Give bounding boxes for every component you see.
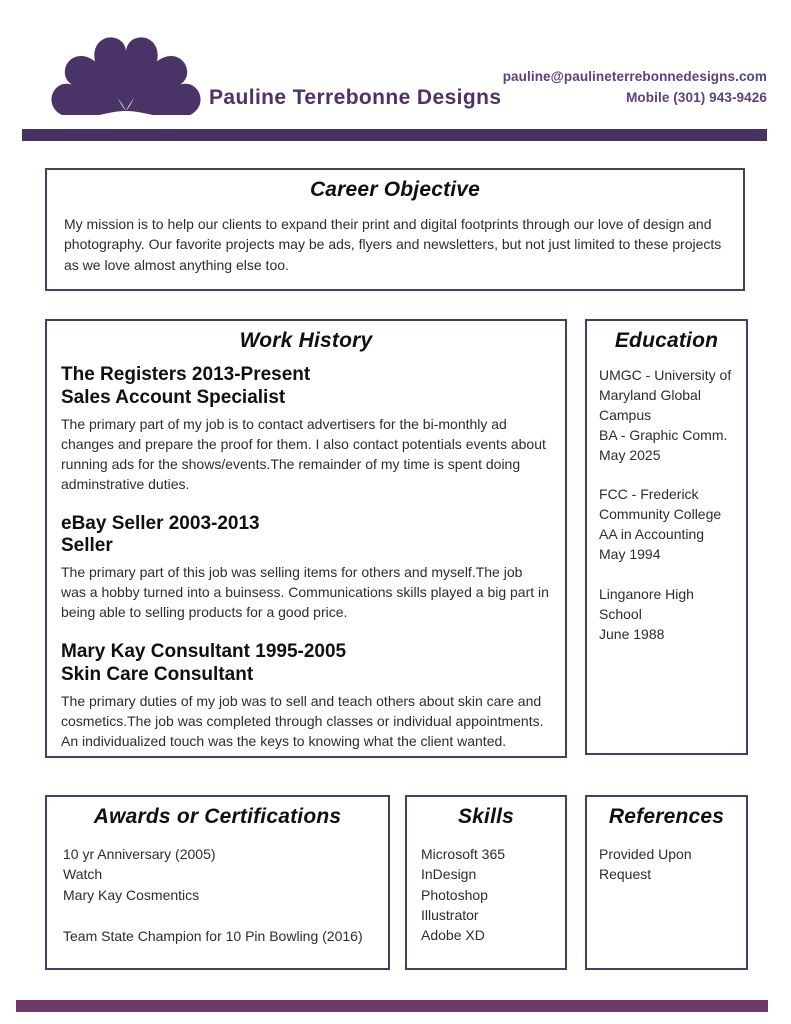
skill-item: Adobe XD xyxy=(421,927,485,944)
career-objective-text: My mission is to help our clients to expand their print and digital footprints through our love of design and photography. Our favorite projects may be ads, flyers and newsletters, but not just limited to these projects as we love almost anything else too. xyxy=(64,216,722,273)
awards-content xyxy=(63,844,372,946)
award-line: 10 yr Anniversary (2005) xyxy=(63,846,216,862)
hearts-logo-icon xyxy=(42,29,210,115)
references-section xyxy=(585,795,748,970)
education-school: UMGC - University of Maryland Global Campus xyxy=(599,367,732,423)
work-history-section xyxy=(45,319,567,758)
job-role: Skin Care Consultant xyxy=(61,664,254,686)
work-history-content xyxy=(61,364,551,751)
job-entry xyxy=(61,513,551,623)
education-degree: BA - Graphic Comm. xyxy=(599,426,728,443)
references-title: References xyxy=(608,805,725,828)
career-objective-section xyxy=(45,168,745,291)
career-objective-title: Career Objective xyxy=(309,178,481,201)
education-date: May 2025 xyxy=(599,446,661,463)
skill-item: InDesign xyxy=(421,866,477,883)
phone-text: Mobile (301) 943-9426 xyxy=(626,90,767,105)
references-text: Provided Upon Request xyxy=(599,846,692,883)
education-entry xyxy=(599,485,734,565)
awards-gap xyxy=(63,905,372,926)
education-school: FCC - Frederick Community College xyxy=(599,486,722,523)
award-line: Watch xyxy=(63,866,103,883)
job-employer-dates: Mary Kay Consultant 1995-2005 xyxy=(61,641,347,663)
award-line: Mary Kay Cosmentics xyxy=(63,886,200,903)
education-section xyxy=(585,319,748,755)
education-entry xyxy=(599,585,734,645)
education-school: Linganore High School xyxy=(599,585,694,622)
award-line: Team State Champion for 10 Pin Bowling (2016) xyxy=(63,927,363,944)
skill-item: Microsoft 365 xyxy=(421,846,506,862)
awards-section xyxy=(45,795,390,970)
work-history-title: Work History xyxy=(239,329,373,352)
education-degree: AA in Accounting xyxy=(599,526,705,543)
skill-item: Photoshop xyxy=(421,886,488,903)
footer-bar xyxy=(16,1000,768,1012)
skills-title: Skills xyxy=(457,805,515,828)
job-role: Sales Account Specialist xyxy=(61,386,286,408)
header-divider-bar xyxy=(22,129,767,141)
job-role: Seller xyxy=(61,535,113,557)
contact-block xyxy=(503,66,767,108)
job-employer-dates: The Registers 2013-Present xyxy=(61,364,311,385)
job-description: The primary part of this job was selling items for others and myself.The job was a hobby turned into a buinsess. Communications skills played a big part in being able to selling products for a good price. xyxy=(61,564,549,621)
education-date: June 1988 xyxy=(599,625,665,642)
education-date: May 1994 xyxy=(599,546,661,562)
job-entry xyxy=(61,641,551,751)
awards-title: Awards or Certifications xyxy=(93,805,342,828)
job-description: The primary duties of my job was to sell and teach others about skin care and cosmetics.The job was completed through classes or individual appointments. An individualized touch was the keys to knowing what the client wanted. xyxy=(61,692,544,749)
education-content xyxy=(599,366,734,645)
email-text: pauline@paulineterrebonnedesigns.com xyxy=(502,69,767,84)
job-employer-dates: eBay Seller 2003-2013 xyxy=(61,512,260,534)
company-name: Pauline Terrebonne Designs xyxy=(209,86,502,109)
job-entry xyxy=(61,364,551,494)
skills-content xyxy=(421,844,551,945)
skill-item: Illustrator xyxy=(421,906,479,923)
education-entry xyxy=(599,366,734,465)
job-description: The primary part of my job is to contact advertisers for the bi-monthly ad changes and prepare the proof for them. I also contact potentials events about running ads for the shows/events.The remainder of my time is spent doing adminstrative duties. xyxy=(61,415,546,492)
skills-section xyxy=(405,795,567,970)
education-title: Education xyxy=(614,329,719,352)
